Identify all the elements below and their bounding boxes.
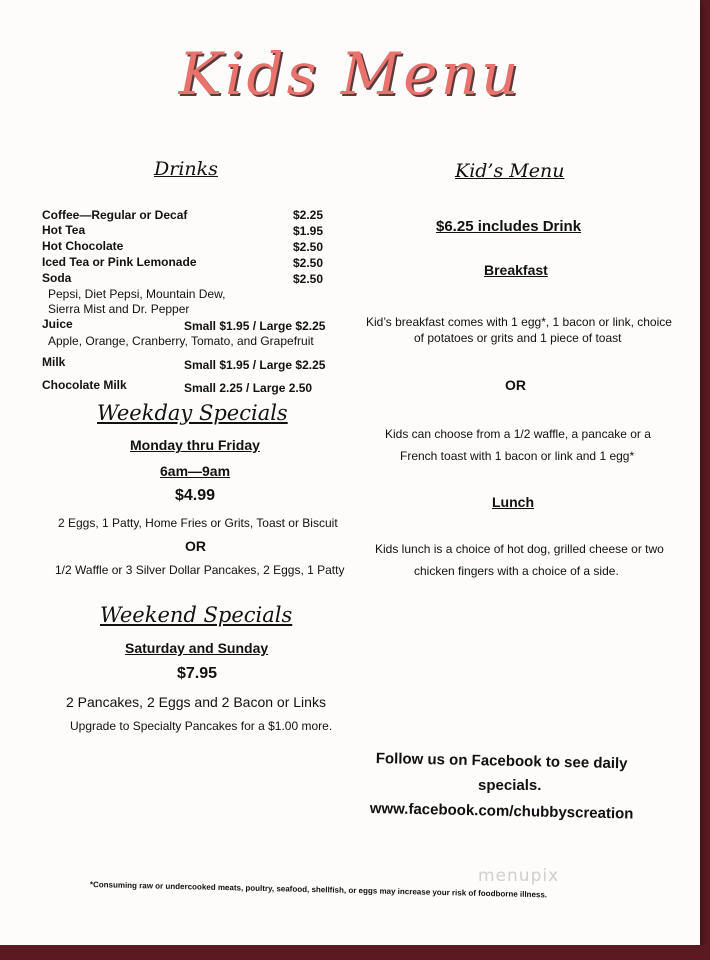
breakfast-alternative: French toast with 1 bacon or link and 1 egg* [400, 449, 635, 463]
facebook-follow: specials. [478, 777, 542, 794]
drink-name: Hot Tea [42, 223, 86, 237]
juice-options: Apple, Orange, Cranberry, Tomato, and Grapefruit [48, 334, 314, 348]
drink-price: $2.25 [293, 208, 324, 222]
weekday-days: Monday thru Friday [130, 437, 260, 453]
weekday-option: 1/2 Waffle or 3 Silver Dollar Pancakes, 2 Eggs, 1 Patty [55, 563, 345, 577]
weekday-price: $4.99 [175, 487, 216, 504]
weekday-or: OR [185, 538, 206, 554]
soda-options: Pepsi, Diet Pepsi, Mountain Dew, [48, 287, 226, 301]
drink-price: $2.50 [293, 256, 324, 270]
chocolate-milk-price: Small 2.25 / Large 2.50 [184, 381, 313, 395]
weekend-heading: Weekend Specials [100, 603, 293, 627]
lunch-description: chicken fingers with a choice of a side. [414, 564, 619, 578]
page-title: Kids Menu [178, 40, 522, 108]
watermark: menupix [478, 866, 560, 886]
weekday-option: 2 Eggs, 1 Patty, Home Fries or Grits, Toast or Biscuit [58, 516, 338, 530]
weekday-heading: Weekday Specials [97, 401, 288, 425]
lunch-description: Kids lunch is a choice of hot dog, grilled cheese or two [375, 542, 664, 556]
chocolate-milk-name: Chocolate Milk [42, 378, 127, 392]
facebook-url[interactable]: www.facebook.com/chubbyscreation [369, 800, 634, 823]
kids-menu-heading: Kid’s Menu [455, 160, 565, 182]
lunch-heading: Lunch [492, 494, 534, 510]
drink-name: Iced Tea or Pink Lemonade [42, 255, 197, 269]
drinks-heading: Drinks [154, 158, 218, 180]
breakfast-description: Kid’s breakfast comes with 1 egg*, 1 bacon or link, choice [366, 315, 672, 329]
weekday-hours: 6am—9am [160, 463, 231, 479]
juice-price: Small $1.95 / Large $2.25 [184, 319, 326, 333]
drink-name: Coffee—Regular or Decaf [42, 208, 188, 222]
drink-price: $2.50 [293, 272, 324, 286]
kids-price-note: $6.25 includes Drink [436, 218, 582, 235]
breakfast-description: of potatoes or grits and 1 piece of toast [414, 331, 622, 345]
food-safety-disclaimer: *Consuming raw or undercooked meats, poultry, seafood, shellfish, or eggs may increase your risk of foodborne illness. [89, 880, 548, 900]
breakfast-heading: Breakfast [484, 262, 548, 278]
weekend-upgrade: Upgrade to Specialty Pancakes for a $1.00 more. [70, 719, 333, 733]
soda-options: Sierra Mist and Dr. Pepper [48, 302, 190, 316]
juice-name: Juice [42, 317, 73, 331]
kids-or: OR [505, 377, 526, 393]
milk-price: Small $1.95 / Large $2.25 [184, 358, 326, 372]
milk-name: Milk [42, 355, 66, 369]
drink-price: $1.95 [293, 224, 324, 238]
background-edge [0, 945, 710, 960]
drink-price: $2.50 [293, 240, 324, 254]
breakfast-alternative: Kids can choose from a 1/2 waffle, a pancake or a [385, 427, 651, 441]
drink-name: Soda [42, 271, 72, 285]
weekend-price: $7.95 [177, 665, 218, 682]
weekend-days: Saturday and Sunday [125, 640, 269, 656]
facebook-follow: Follow us on Facebook to see daily [375, 750, 628, 773]
weekend-option: 2 Pancakes, 2 Eggs and 2 Bacon or Links [66, 694, 326, 710]
drink-name: Hot Chocolate [42, 239, 124, 253]
